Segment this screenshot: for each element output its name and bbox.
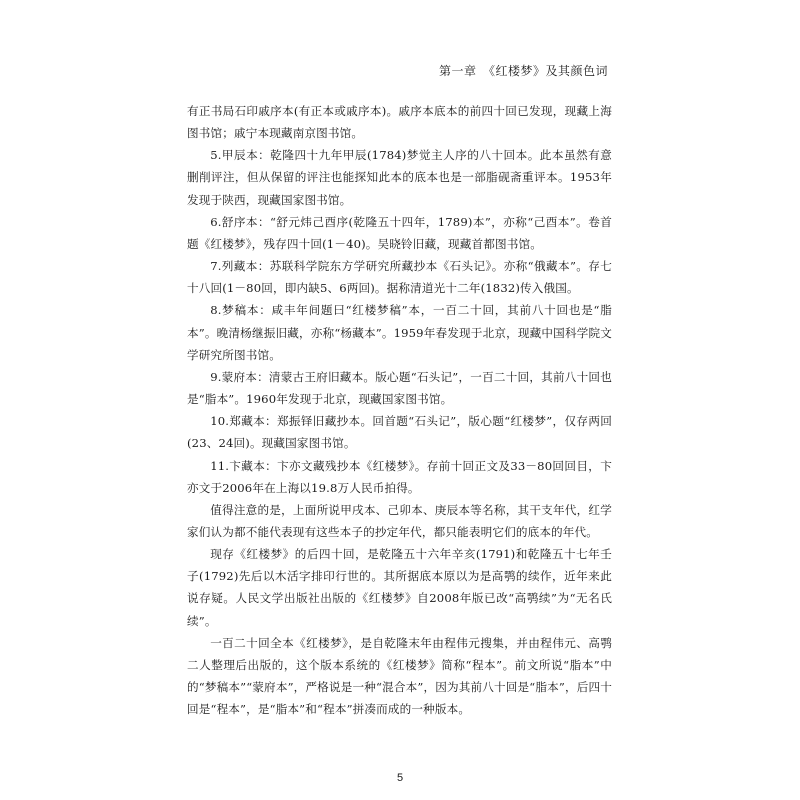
running-header: 第一章 《红楼梦》及其颜色词 [438,64,608,78]
paragraph-chengben: 一百二十回全本《红楼梦》，是自乾隆末年由程伟元搜集，并由程伟元、高鹗二人整理后出版的，这个版本系统的《红楼梦》简称“程本”。前文所说“脂本”中的“梦稿本”“蒙府本”，严格说是一种“混合本”，因为其前八十回是“脂本”，后四十回是“程本”，是“脂本”和“程本”拼凑而成的一种版本。 [187,635,612,717]
paragraph-continued: 有正书局石印戚序本(有正本或戚序本)。戚序本底本的前四十回已发现，现藏上海图书馆；戚宁本现藏南京图书馆。 [187,104,612,141]
page-number: 5 [396,772,404,784]
paragraph-jiachen: 5.甲辰本：乾隆四十九年甲辰(1784)梦觉主人序的八十回本。此本虽然有意删削评注，但从保留的评注也能探知此本的底本也是一部脂砚斋重评本。1953年发现于陕西，现藏国家图书馆。 [187,148,612,207]
paragraph-biancang: 11.卞藏本：卞亦文藏残抄本《红楼梦》。存前十回正文及33－80回回目，卞亦文于2006年在上海以19.8万人民币拍得。 [187,458,612,495]
paragraph-last-forty: 现存《红楼梦》的后四十回，是乾隆五十六年辛亥(1791)和乾隆五十七年壬子(1792)先后以木活字排印行世的。其所据底本原以为是高鹗的续作，近年来此说存疑。人民文学出版社出版的《红楼梦》自2008年版已改“高鹗续”为“无名氏续”。 [187,547,612,628]
paragraph-note-ganzhi: 值得注意的是，上面所说甲戌本、己卯本、庚辰本等名称，其干支年代，红学家们认为都不能代表现有这些本子的抄定年代，都只能表明它们的底本的年代。 [187,502,612,539]
paragraph-mengfu: 9.蒙府本：清蒙古王府旧藏本。版心题“石头记”，一百二十回，其前八十回也是“脂本”。1960年发现于北京，现藏国家图书馆。 [187,369,612,407]
body-text [187,100,612,720]
paragraph-menggao: 8.梦稿本：咸丰年间题曰“红楼梦稿”本，一百二十回，其前八十回也是“脂本”。晚清杨继振旧藏，亦称“杨藏本”。1959年春发现于北京，现藏中国科学院文学研究所图书馆。 [187,303,612,362]
paragraph-zhengcang: 10.郑藏本：郑振铎旧藏抄本。回首题“石头记”，版心题“红楼梦”，仅存两回(23、24回)。现藏国家图书馆。 [187,414,612,451]
paragraph-shuxu: 6.舒序本：“舒元炜己酉序(乾隆五十四年，1789)本”，亦称“己酉本”。卷首题《红楼梦》，残存四十回(1－40)。吴晓铃旧藏，现藏首都图书馆。 [187,214,612,251]
paragraph-liecang: 7.列藏本：苏联科学院东方学研究所藏抄本《石头记》。亦称“俄藏本”。存七十八回(1－80回，即内缺5、6两回)。据称清道光十二年(1832)传入俄国。 [187,259,612,296]
